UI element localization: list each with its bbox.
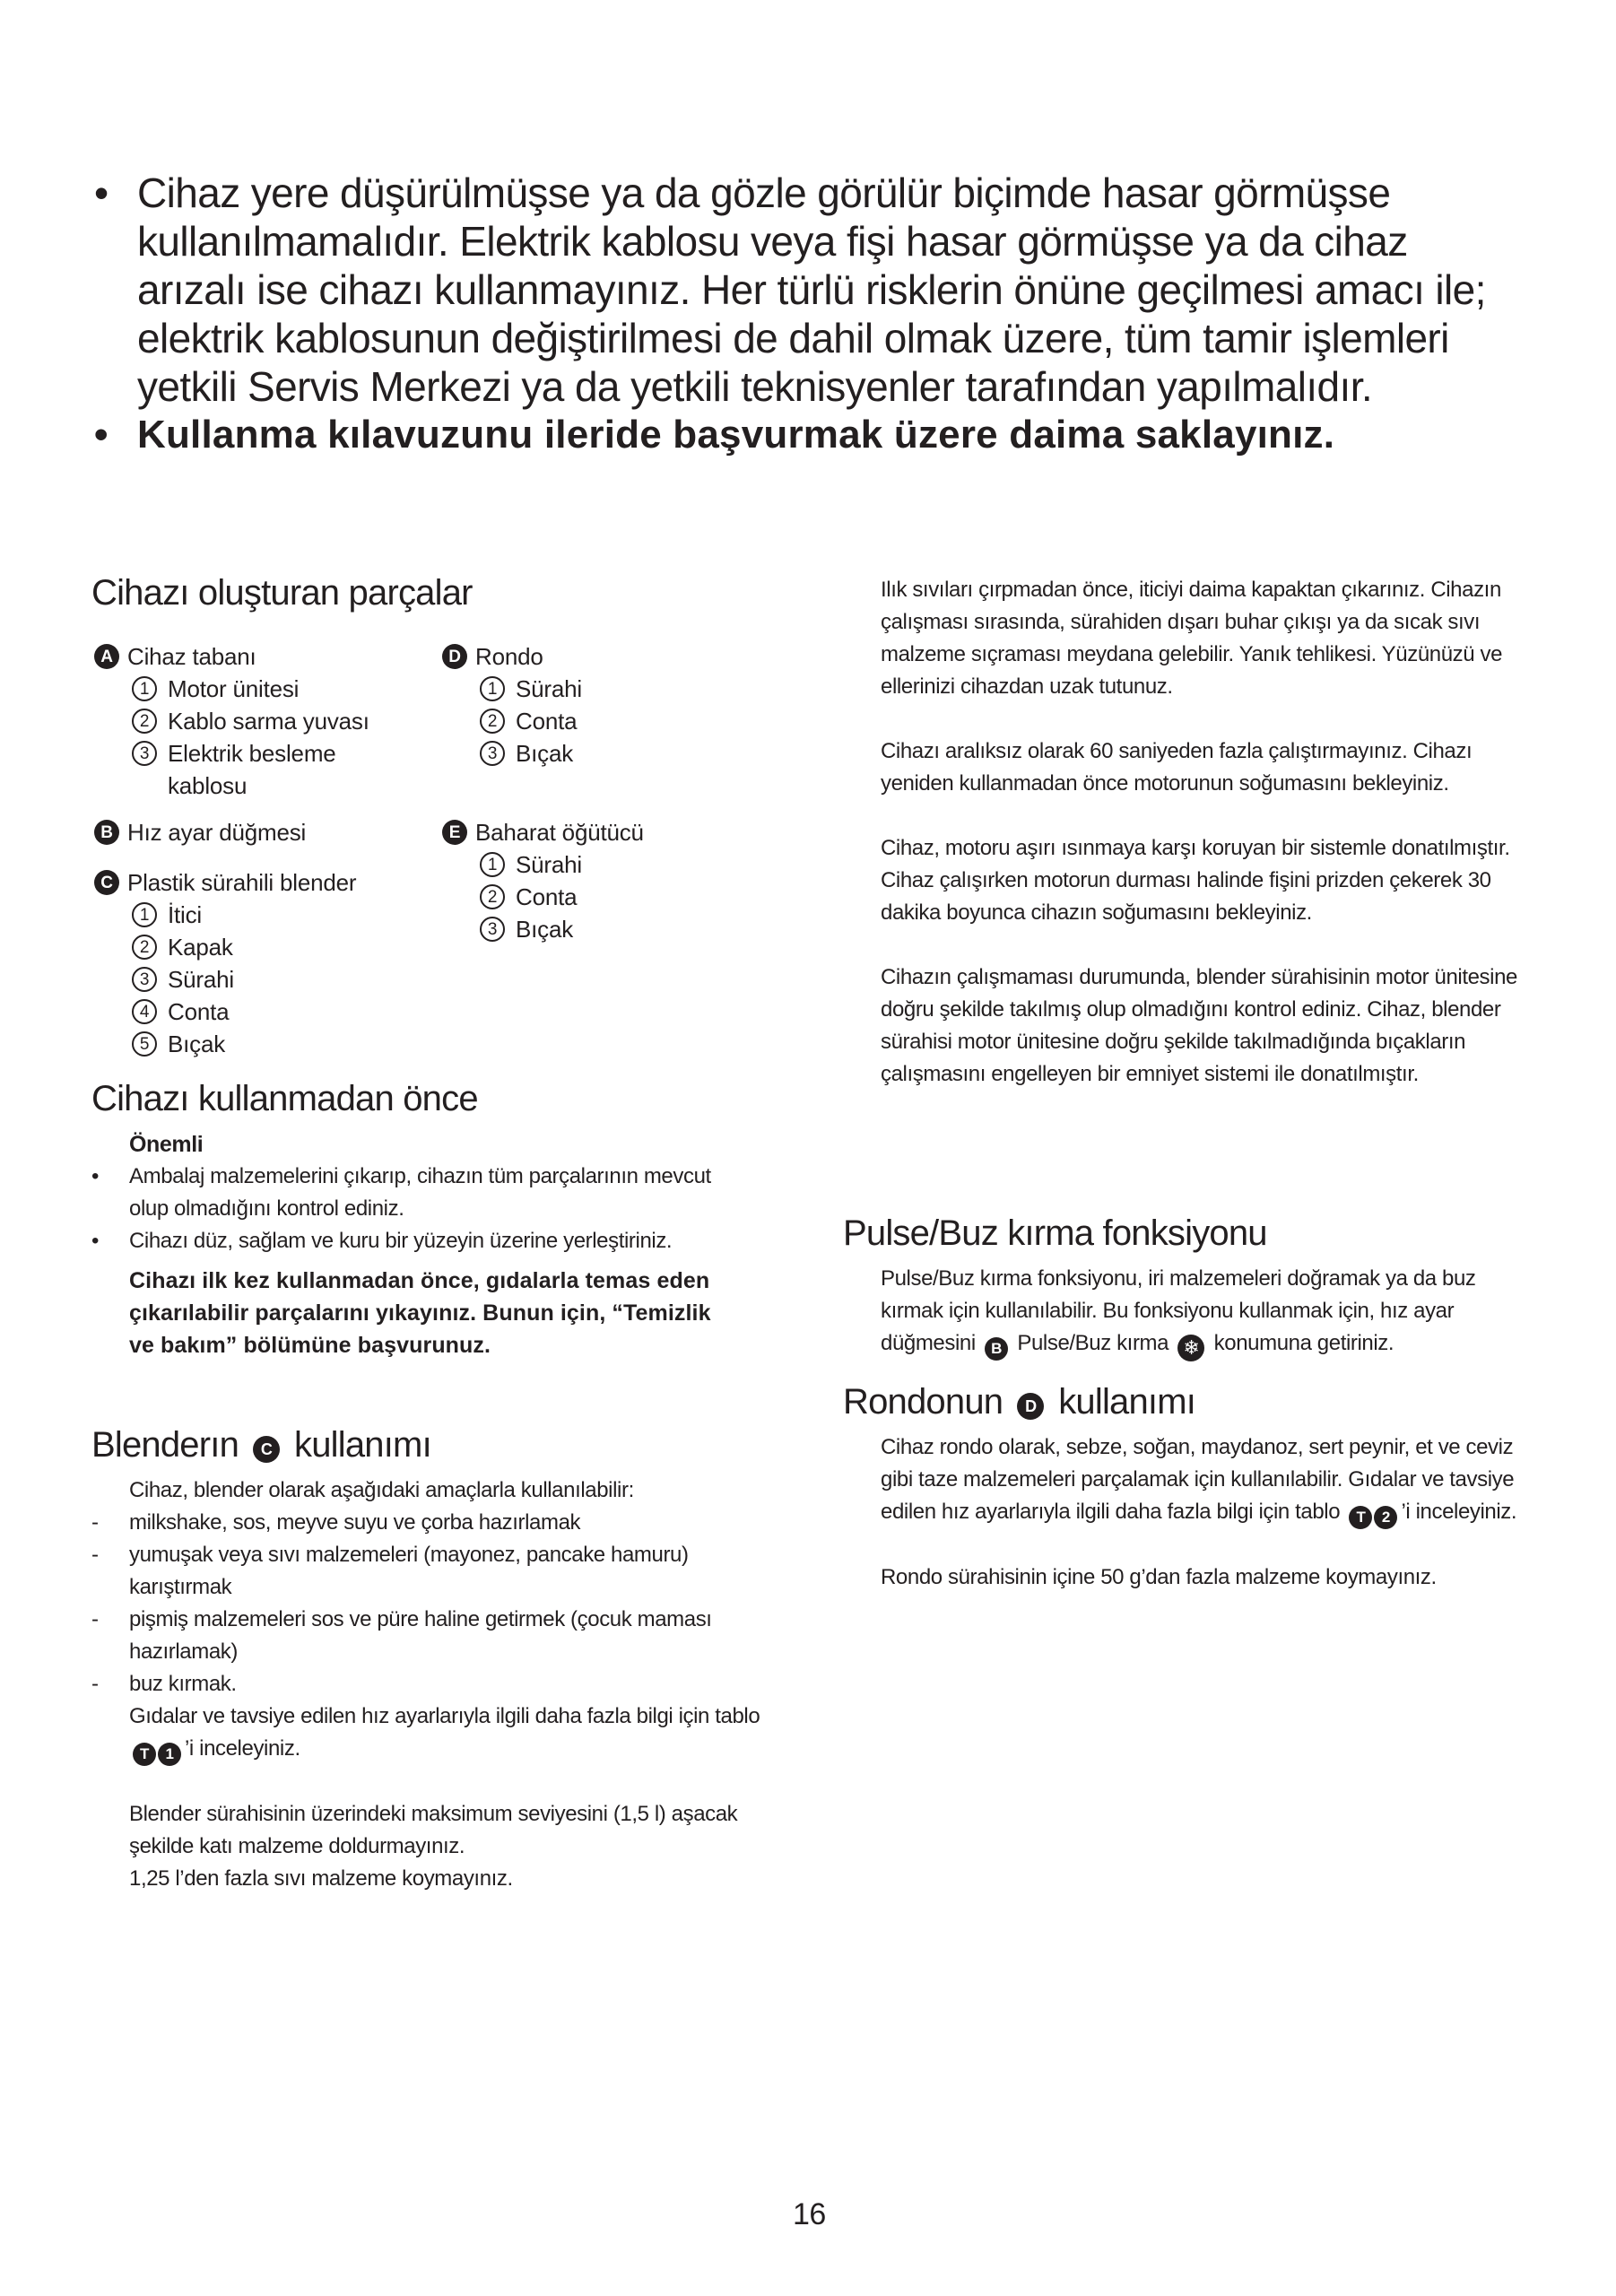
number-3-badge: 3 (132, 967, 157, 992)
part-group-c (94, 866, 356, 1060)
before-use-heading: Cihazı kullanmadan önce (91, 1079, 478, 1118)
rondo-use-heading (843, 1381, 1195, 1422)
blender-intro: Cihaz, blender olarak aşağıdaki amaçlarla kullanılabilir: (129, 1478, 634, 1502)
part-group-b (94, 816, 306, 848)
first-use-note: Cihazı ilk kez kullanmadan önce, gıdalarla temas eden çıkarılabilir parçalarını yıkayınız. Bunun için, “Temizlik ve bakım” bölümüne başvurunuz. (129, 1268, 711, 1358)
part-item: Elektrik besleme (168, 740, 336, 767)
letter-c-badge: C (253, 1436, 280, 1463)
number-2-badge: 2 (132, 935, 157, 960)
rondo-text-part: Cihaz rondo olarak, sebze, soğan, maydanoz, sert peynir, et ve ceviz gibi taze malzemeleri parçalamak için kullanılabilir. Gıdalar ve tavsiye edilen hız ayarlarıyla ilgili daha fazla bilgi için tablo (881, 1435, 1515, 1524)
pulse-text-part: Pulse/Buz kırma fonksiyonu, iri malzemeleri doğramak ya da buz kırmak için kullanılabilir. Bu fonksiyonu kullanmak için, hız ayar düğmesini (881, 1266, 1476, 1355)
warning-damaged-device (94, 169, 1493, 411)
letter-e-badge: E (442, 820, 467, 845)
part-item: Sürahi (516, 675, 582, 702)
part-label: Plastik sürahili blender (127, 869, 357, 896)
part-item: İtici (168, 901, 203, 928)
top-warnings (94, 169, 1493, 459)
part-item: Conta (168, 998, 230, 1025)
part-group-d (442, 640, 582, 770)
rondo-text-part: ’i inceleyiniz. (1401, 1500, 1517, 1524)
snowflake-icon: ❄ (1177, 1335, 1204, 1361)
part-label: Rondo (475, 643, 543, 670)
rondo-section (881, 1431, 1526, 1594)
part-item: Bıçak (516, 740, 574, 767)
list-item (91, 1668, 773, 1700)
warning-text: Cihaz yere düşürülmüşse ya da gözle görülür biçimde hasar görmüşse kullanılmamalıdır. Elektrik kablosu veya fişi hasar görmüşse ya da cihaz arızalı ise cihazı kullanmayınız. Her türlü risklerin önüne geçilmesi amacı ile; elektrik kablosunun değiştirilmesi de dahil olmak üzere, tüm tamir işlemleri yetkili Servis Merkezi ya da yetkili teknisyenler tarafından yapılmalıdır. (137, 170, 1486, 410)
part-item: Bıçak (516, 916, 574, 943)
rondo-max-note: Rondo sürahisinin içine 50 g’dan fazla malzeme koymayınız. (881, 1564, 1437, 1589)
part-group-a (94, 640, 369, 802)
table-2-badge: 2 (1374, 1506, 1397, 1529)
table-t-badge: T (1349, 1506, 1372, 1529)
table-t-badge: T (133, 1743, 156, 1766)
letter-b-badge: B (985, 1337, 1008, 1361)
pulse-text-part: Pulse/Buz kırma (1017, 1331, 1169, 1355)
table-1-badge: 1 (158, 1743, 181, 1766)
before-use-section (91, 1128, 755, 1361)
before-use-bullets (91, 1161, 755, 1257)
table-reference (91, 1700, 773, 1766)
letter-d-badge: D (442, 644, 467, 669)
list-item-text: pişmiş malzemeleri sos ve püre haline getirmek (çocuk maması hazırlamak) (129, 1607, 712, 1664)
number-2-badge: 2 (132, 709, 157, 734)
letter-d-badge: D (1017, 1393, 1044, 1420)
bullet-mark: • (94, 170, 109, 216)
max-level-note: Blender sürahisinin üzerindeki maksimum seviyesini (1,5 l) aşacak şekilde katı malzeme doldurmayınız. (129, 1801, 738, 1858)
number-5-badge: 5 (132, 1031, 157, 1057)
list-item-text: yumuşak veya sıvı malzemeleri (mayonez, pancake hamuru) karıştırmak (129, 1543, 689, 1599)
warning-text: Kullanma kılavuzunu ileride başvurmak üzere daima saklayınız. (137, 413, 1335, 457)
table-ref-text: Gıdalar ve tavsiye edilen hız ayarlarıyla ilgili daha fazla bilgi için tablo (129, 1704, 760, 1728)
pulse-section (881, 1263, 1526, 1361)
page-number: 16 (793, 2197, 826, 2231)
part-label: Baharat öğütücü (475, 819, 644, 846)
dash-mark: - (91, 1607, 99, 1631)
number-2-badge: 2 (480, 884, 505, 909)
heading-text: Blenderın (91, 1425, 239, 1465)
heading-text: kullanımı (1058, 1382, 1196, 1422)
list-item-text: milkshake, sos, meyve suyu ve çorba hazırlamak (129, 1510, 581, 1535)
paragraph: Cihaz, motoru aşırı ısınmaya karşı koruyan bir sistemle donatılmıştır. Cihaz çalışırken motorun durması halinde fişini prizden çekerek 30 dakika boyunca cihazın soğumasını bekleyiniz. (881, 836, 1510, 925)
part-label: Hız ayar düğmesi (127, 819, 307, 846)
bullet-mark: • (91, 1164, 100, 1188)
number-3-badge: 3 (480, 917, 505, 942)
dash-mark: - (91, 1672, 99, 1696)
table-ref-text: ’i inceleyiniz. (185, 1736, 300, 1761)
paragraph: Cihazı aralıksız olarak 60 saniyeden fazla çalıştırmayınız. Cihazı yeniden kullanmadan önce motorunun soğumasını bekleyiniz. (881, 739, 1473, 796)
letter-c-badge: C (94, 870, 119, 895)
paragraph: Cihazın çalışmaması durumunda, blender sürahisinin motor ünitesine doğru şekilde takılmış olup olmadığını kontrol ediniz. Cihaz, blender sürahisi motor ünitesine doğru şekilde takılmadığında bıçakların çalışmasını engelleyen bir emniyet sistemi ile donatılmıştır. (881, 965, 1517, 1086)
number-1-badge: 1 (132, 676, 157, 701)
list-item (91, 1225, 755, 1257)
blender-use-heading (91, 1424, 431, 1465)
dash-mark: - (91, 1543, 99, 1567)
number-3-badge: 3 (480, 741, 505, 766)
part-item: Kablo sarma yuvası (168, 708, 369, 735)
warning-keep-manual (94, 411, 1464, 459)
part-label: Cihaz tabanı (127, 643, 256, 670)
parts-heading: Cihazı oluşturan parçalar (91, 573, 473, 613)
paragraph: Ilık sıvıları çırpmadan önce, iticiyi daima kapaktan çıkarınız. Cihazın çalışması sırasında, sürahiden dışarı buhar çıkışı ya da sıcak sıvı malzeme sıçraması meydana gelebilir. Yanık tehlikesi. Yüzünüzü ve ellerinizi cihazdan uzak tutunuz. (881, 578, 1503, 699)
liquid-note: 1,25 l’den fazla sıvı malzeme koymayınız. (129, 1866, 513, 1891)
bullet-mark: • (94, 413, 109, 457)
number-3-badge: 3 (132, 741, 157, 766)
list-item (91, 1161, 755, 1225)
heading-text: kullanımı (294, 1425, 431, 1465)
important-label: Önemli (129, 1132, 204, 1157)
part-item: Kapak (168, 934, 233, 961)
bullet-mark: • (91, 1229, 100, 1253)
part-group-e (442, 816, 644, 945)
list-item-text: Cihazı düz, sağlam ve kuru bir yüzeyin üzerine yerleştiriniz. (129, 1229, 673, 1253)
list-item (91, 1604, 773, 1668)
number-1-badge: 1 (480, 852, 505, 877)
part-item: Conta (516, 708, 578, 735)
pulse-heading: Pulse/Buz kırma fonksiyonu (843, 1213, 1267, 1253)
heading-text: Rondonun (843, 1382, 1003, 1422)
part-item: Bıçak (168, 1031, 226, 1057)
blender-uses-list (91, 1507, 773, 1700)
list-item (91, 1507, 773, 1539)
part-item: Sürahi (168, 966, 234, 993)
part-item: Conta (516, 883, 578, 910)
letter-b-badge: B (94, 820, 119, 845)
pulse-text (881, 1263, 1526, 1361)
number-2-badge: 2 (480, 709, 505, 734)
part-item: Motor ünitesi (168, 675, 300, 702)
part-item-continued: kablosu (168, 772, 248, 799)
safety-notes (881, 574, 1526, 1091)
dash-mark: - (91, 1510, 99, 1535)
letter-a-badge: A (94, 644, 119, 669)
blender-use-section (91, 1474, 773, 1895)
pulse-text-part: konumuna getiriniz. (1213, 1331, 1394, 1355)
list-item (91, 1539, 773, 1604)
number-4-badge: 4 (132, 999, 157, 1024)
list-item-text: Ambalaj malzemelerini çıkarıp, cihazın tüm parçalarının mevcut olup olmadığını kontrol ediniz. (129, 1164, 711, 1221)
rondo-text (881, 1431, 1526, 1529)
part-item: Sürahi (516, 851, 582, 878)
number-1-badge: 1 (132, 902, 157, 927)
list-item-text: buz kırmak. (129, 1672, 237, 1696)
number-1-badge: 1 (480, 676, 505, 701)
